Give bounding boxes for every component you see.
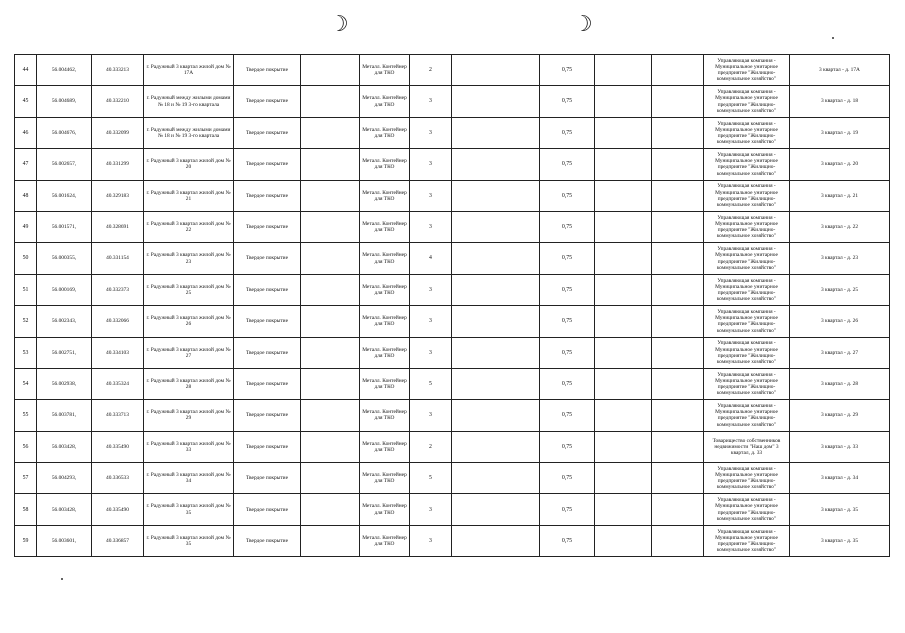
empty-cell (301, 274, 360, 305)
cell-count: 3 (410, 337, 452, 368)
table-row (15, 306, 890, 337)
cell-container: Металл. Контейнер для ТКО (360, 431, 410, 462)
cell-source: 3 квартал - д. 35 (790, 494, 890, 525)
cell-surface: Твердое покрытие (234, 431, 301, 462)
empty-cell (452, 86, 540, 117)
cell-source: 3 квартал - д. 23 (790, 243, 890, 274)
cell-org: Управляющая компания - Муниципальное унитарное предприятие "Жилищно-коммунальное хозяйство" (704, 55, 790, 86)
empty-cell (652, 117, 704, 148)
cell-volume: 0,75 (540, 337, 595, 368)
cell-org: Управляющая компания - Муниципальное унитарное предприятие "Жилищно-коммунальное хозяйство" (704, 243, 790, 274)
cell-address: г. Радужный 3 квартал жилой дом № 29 (144, 400, 234, 431)
cell-count: 3 (410, 525, 452, 556)
cell-address: г. Радужный 3 квартал жилой дом № 27 (144, 337, 234, 368)
table-row (15, 243, 890, 274)
cell-coord: 40.331154 (92, 243, 144, 274)
cell-container: Металл. Контейнер для ТКО (360, 400, 410, 431)
cell-count: 5 (410, 368, 452, 399)
empty-cell (301, 117, 360, 148)
table-row (15, 400, 890, 431)
empty-cell (652, 55, 704, 86)
cell-coord: 40.336533 (92, 463, 144, 494)
empty-cell (301, 243, 360, 274)
cell-address: г. Радужный 3 квартал жилой дом № 28 (144, 368, 234, 399)
cell-code: 56.003601, (37, 525, 92, 556)
table-row (15, 55, 890, 86)
empty-cell (652, 525, 704, 556)
cell-source: 3 квартал - д. 25 (790, 274, 890, 305)
empty-cell (595, 463, 652, 494)
table-row (15, 463, 890, 494)
cell-count: 3 (410, 149, 452, 180)
empty-cell (301, 494, 360, 525)
empty-cell (652, 86, 704, 117)
cell-container: Металл. Контейнер для ТКО (360, 211, 410, 242)
cell-n: 49 (15, 211, 37, 242)
cell-surface: Твердое покрытие (234, 117, 301, 148)
cell-n: 55 (15, 400, 37, 431)
cell-source: 3 квартал - д. 33 (790, 431, 890, 462)
empty-cell (452, 494, 540, 525)
cell-surface: Твердое покрытие (234, 149, 301, 180)
cell-source: 3 квартал - д. 21 (790, 180, 890, 211)
cell-volume: 0,75 (540, 149, 595, 180)
cell-volume: 0,75 (540, 55, 595, 86)
empty-cell (452, 306, 540, 337)
cell-org: Управляющая компания - Муниципальное унитарное предприятие "Жилищно-коммунальное хозяйство" (704, 86, 790, 117)
cell-volume: 0,75 (540, 274, 595, 305)
cell-code: 56.002938, (37, 368, 92, 399)
cell-org: Управляющая компания - Муниципальное унитарное предприятие "Жилищно-коммунальное хозяйство" (704, 180, 790, 211)
cell-n: 51 (15, 274, 37, 305)
cell-count: 3 (410, 117, 452, 148)
empty-cell (595, 117, 652, 148)
cell-code: 56.003781, (37, 400, 92, 431)
cell-n: 59 (15, 525, 37, 556)
cell-org: Управляющая компания - Муниципальное унитарное предприятие "Жилищно-коммунальное хозяйство" (704, 117, 790, 148)
cell-coord: 40.331299 (92, 149, 144, 180)
cell-container: Металл. Контейнер для ТКО (360, 306, 410, 337)
cell-org: Управляющая компания - Муниципальное унитарное предприятие "Жилищно-коммунальное хозяйство" (704, 525, 790, 556)
cell-coord: 40.335324 (92, 368, 144, 399)
empty-cell (595, 525, 652, 556)
cell-coord: 40.335490 (92, 431, 144, 462)
table-row (15, 494, 890, 525)
cell-code: 56.002343, (37, 306, 92, 337)
table-row (15, 274, 890, 305)
cell-volume: 0,75 (540, 368, 595, 399)
cell-surface: Твердое покрытие (234, 400, 301, 431)
cell-org: Управляющая компания - Муниципальное унитарное предприятие "Жилищно-коммунальное хозяйство" (704, 337, 790, 368)
cell-address: г. Радужный между жилыми домами № 18 и № 19 3-го квартала (144, 117, 234, 148)
cell-org: Управляющая компания - Муниципальное унитарное предприятие "Жилищно-коммунальное хозяйство" (704, 463, 790, 494)
cell-address: г. Радужный 3 квартал жилой дом № 17А (144, 55, 234, 86)
cell-n: 44 (15, 55, 37, 86)
empty-cell (595, 431, 652, 462)
empty-cell (595, 86, 652, 117)
empty-cell (652, 306, 704, 337)
empty-cell (301, 463, 360, 494)
cell-coord: 40.332210 (92, 86, 144, 117)
cell-source: 3 квартал - д. 18 (790, 86, 890, 117)
empty-cell (452, 400, 540, 431)
cell-address: г. Радужный 3 квартал жилой дом № 23 (144, 243, 234, 274)
cell-volume: 0,75 (540, 117, 595, 148)
cell-volume: 0,75 (540, 180, 595, 211)
cell-container: Металл. Контейнер для ТКО (360, 149, 410, 180)
empty-cell (595, 211, 652, 242)
cell-container: Металл. Контейнер для ТКО (360, 463, 410, 494)
cell-code: 56.003428, (37, 431, 92, 462)
cell-volume: 0,75 (540, 86, 595, 117)
cell-container: Металл. Контейнер для ТКО (360, 274, 410, 305)
cell-address: г. Радужный 3 квартал жилой дом № 33 (144, 431, 234, 462)
empty-cell (595, 337, 652, 368)
table-row (15, 525, 890, 556)
cell-source: 3 квартал - д. 19 (790, 117, 890, 148)
cell-surface: Твердое покрытие (234, 368, 301, 399)
punch-hole-mark-left: ☽ (329, 12, 349, 37)
cell-count: 3 (410, 86, 452, 117)
empty-cell (652, 463, 704, 494)
cell-source: 3 квартал - д. 34 (790, 463, 890, 494)
empty-cell (652, 431, 704, 462)
cell-volume: 0,75 (540, 494, 595, 525)
cell-address: г. Радужный 3 квартал жилой дом № 35 (144, 494, 234, 525)
empty-cell (652, 274, 704, 305)
cell-count: 3 (410, 306, 452, 337)
empty-cell (452, 211, 540, 242)
cell-volume: 0,75 (540, 400, 595, 431)
empty-cell (301, 86, 360, 117)
cell-code: 56.001571, (37, 211, 92, 242)
cell-address: г. Радужный 3 квартал жилой дом № 26 (144, 306, 234, 337)
empty-cell (652, 494, 704, 525)
cell-source: 3 квартал - д. 26 (790, 306, 890, 337)
cell-surface: Твердое покрытие (234, 525, 301, 556)
cell-coord: 40.332099 (92, 117, 144, 148)
cell-coord: 40.333713 (92, 400, 144, 431)
cell-container: Металл. Контейнер для ТКО (360, 337, 410, 368)
cell-volume: 0,75 (540, 211, 595, 242)
punch-hole-mark-right: ☽ (573, 12, 593, 37)
cell-count: 4 (410, 243, 452, 274)
empty-cell (452, 525, 540, 556)
cell-surface: Твердое покрытие (234, 211, 301, 242)
cell-code: 56.004689, (37, 86, 92, 117)
cell-surface: Твердое покрытие (234, 494, 301, 525)
empty-cell (595, 306, 652, 337)
cell-org: Управляющая компания - Муниципальное унитарное предприятие "Жилищно-коммунальное хозяйство" (704, 149, 790, 180)
cell-surface: Твердое покрытие (234, 180, 301, 211)
cell-n: 53 (15, 337, 37, 368)
cell-surface: Твердое покрытие (234, 86, 301, 117)
cell-volume: 0,75 (540, 463, 595, 494)
scan-speck (832, 37, 834, 39)
cell-address: г. Радужный 3 квартал жилой дом № 34 (144, 463, 234, 494)
cell-source: 3 квартал - д. 22 (790, 211, 890, 242)
empty-cell (301, 525, 360, 556)
table-row (15, 149, 890, 180)
cell-container: Металл. Контейнер для ТКО (360, 55, 410, 86)
cell-container: Металл. Контейнер для ТКО (360, 494, 410, 525)
cell-org: Управляющая компания - Муниципальное унитарное предприятие "Жилищно-коммунальное хозяйство" (704, 306, 790, 337)
empty-cell (595, 368, 652, 399)
empty-cell (652, 180, 704, 211)
register-table (14, 54, 890, 557)
empty-cell (652, 400, 704, 431)
cell-org: Управляющая компания - Муниципальное унитарное предприятие "Жилищно-коммунальное хозяйство" (704, 494, 790, 525)
cell-code: 56.002657, (37, 149, 92, 180)
table-row (15, 337, 890, 368)
empty-cell (652, 337, 704, 368)
cell-count: 2 (410, 431, 452, 462)
empty-cell (452, 180, 540, 211)
empty-cell (301, 337, 360, 368)
empty-cell (595, 243, 652, 274)
empty-cell (595, 55, 652, 86)
empty-cell (301, 149, 360, 180)
cell-container: Металл. Контейнер для ТКО (360, 525, 410, 556)
cell-surface: Твердое покрытие (234, 306, 301, 337)
cell-n: 56 (15, 431, 37, 462)
cell-count: 2 (410, 55, 452, 86)
cell-address: г. Радужный 3 квартал жилой дом № 21 (144, 180, 234, 211)
cell-container: Металл. Контейнер для ТКО (360, 243, 410, 274)
empty-cell (595, 400, 652, 431)
empty-cell (452, 274, 540, 305)
cell-container: Металл. Контейнер для ТКО (360, 180, 410, 211)
empty-cell (452, 431, 540, 462)
cell-code: 56.004676, (37, 117, 92, 148)
empty-cell (595, 149, 652, 180)
cell-coord: 40.332373 (92, 274, 144, 305)
cell-code: 56.003428, (37, 494, 92, 525)
cell-org: Управляющая компания - Муниципальное унитарное предприятие "Жилищно-коммунальное хозяйство" (704, 368, 790, 399)
cell-count: 3 (410, 400, 452, 431)
empty-cell (452, 337, 540, 368)
cell-code: 56.004462, (37, 55, 92, 86)
cell-n: 57 (15, 463, 37, 494)
cell-address: г. Радужный между жилыми домами № 18 и № 19 3-го квартала (144, 86, 234, 117)
register-table-body (15, 55, 890, 557)
cell-count: 3 (410, 180, 452, 211)
cell-code: 56.001624, (37, 180, 92, 211)
cell-coord: 40.333213 (92, 55, 144, 86)
empty-cell (595, 494, 652, 525)
cell-n: 47 (15, 149, 37, 180)
empty-cell (652, 149, 704, 180)
empty-cell (652, 211, 704, 242)
cell-org: Управляющая компания - Муниципальное унитарное предприятие "Жилищно-коммунальное хозяйство" (704, 211, 790, 242)
cell-code: 56.000355, (37, 243, 92, 274)
table-row (15, 211, 890, 242)
cell-address: г. Радужный 3 квартал жилой дом № 25 (144, 274, 234, 305)
cell-org: Управляющая компания - Муниципальное унитарное предприятие "Жилищно-коммунальное хозяйство" (704, 274, 790, 305)
cell-container: Металл. Контейнер для ТКО (360, 117, 410, 148)
cell-surface: Твердое покрытие (234, 274, 301, 305)
cell-container: Металл. Контейнер для ТКО (360, 368, 410, 399)
cell-count: 3 (410, 494, 452, 525)
cell-surface: Твердое покрытие (234, 55, 301, 86)
cell-org: Товарищество собственников недвижимости "Наш дом" 3 квартал, д. 33 (704, 431, 790, 462)
empty-cell (595, 180, 652, 211)
scan-speck (61, 578, 63, 580)
cell-volume: 0,75 (540, 243, 595, 274)
empty-cell (452, 55, 540, 86)
empty-cell (595, 274, 652, 305)
empty-cell (652, 368, 704, 399)
cell-coord: 40.334103 (92, 337, 144, 368)
empty-cell (452, 368, 540, 399)
cell-n: 45 (15, 86, 37, 117)
cell-coord: 40.332066 (92, 306, 144, 337)
empty-cell (301, 211, 360, 242)
cell-coord: 40.335490 (92, 494, 144, 525)
empty-cell (301, 368, 360, 399)
cell-source: 3 квартал - д. 20 (790, 149, 890, 180)
cell-coord: 40.329183 (92, 180, 144, 211)
cell-volume: 0,75 (540, 525, 595, 556)
empty-cell (301, 306, 360, 337)
empty-cell (301, 400, 360, 431)
cell-code: 56.000169, (37, 274, 92, 305)
cell-volume: 0,75 (540, 431, 595, 462)
cell-n: 54 (15, 368, 37, 399)
cell-coord: 40.336857 (92, 525, 144, 556)
table-row (15, 86, 890, 117)
cell-address: г. Радужный 3 квартал жилой дом № 22 (144, 211, 234, 242)
cell-count: 5 (410, 463, 452, 494)
cell-surface: Твердое покрытие (234, 463, 301, 494)
cell-surface: Твердое покрытие (234, 337, 301, 368)
cell-n: 48 (15, 180, 37, 211)
empty-cell (301, 431, 360, 462)
cell-surface: Твердое покрытие (234, 243, 301, 274)
empty-cell (301, 180, 360, 211)
table-row (15, 368, 890, 399)
cell-org: Управляющая компания - Муниципальное унитарное предприятие "Жилищно-коммунальное хозяйство" (704, 400, 790, 431)
empty-cell (452, 117, 540, 148)
cell-address: г. Радужный 3 квартал жилой дом № 35 (144, 525, 234, 556)
cell-source: 3 квартал - д. 17А (790, 55, 890, 86)
cell-volume: 0,75 (540, 306, 595, 337)
cell-n: 46 (15, 117, 37, 148)
table-row (15, 117, 890, 148)
empty-cell (652, 243, 704, 274)
cell-source: 3 квартал - д. 35 (790, 525, 890, 556)
table-row (15, 180, 890, 211)
cell-count: 3 (410, 274, 452, 305)
cell-count: 3 (410, 211, 452, 242)
cell-coord: 40.328691 (92, 211, 144, 242)
empty-cell (452, 149, 540, 180)
cell-code: 56.002751, (37, 337, 92, 368)
table-row (15, 431, 890, 462)
cell-n: 50 (15, 243, 37, 274)
cell-source: 3 квартал - д. 28 (790, 368, 890, 399)
empty-cell (452, 463, 540, 494)
cell-code: 56.004293, (37, 463, 92, 494)
cell-source: 3 квартал - д. 29 (790, 400, 890, 431)
cell-container: Металл. Контейнер для ТКО (360, 86, 410, 117)
empty-cell (452, 243, 540, 274)
cell-address: г. Радужный 3 квартал жилой дом № 20 (144, 149, 234, 180)
cell-n: 52 (15, 306, 37, 337)
cell-n: 58 (15, 494, 37, 525)
cell-source: 3 квартал - д. 27 (790, 337, 890, 368)
empty-cell (301, 55, 360, 86)
